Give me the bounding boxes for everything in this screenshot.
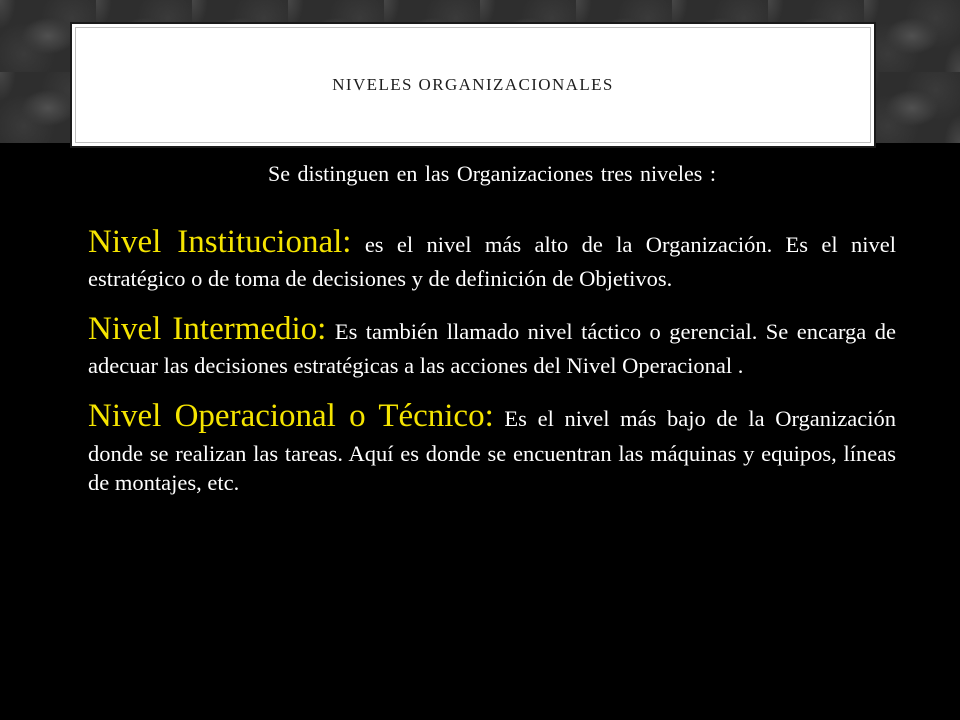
level-institucional <box>88 221 896 294</box>
intro-text: Se distinguen en las Organizaciones tres niveles : <box>268 161 716 186</box>
level-description: es el nivel más alto de la Organización. Es el nivel estratégico o de toma de decisiones y de definición de Objetivos. <box>88 231 897 292</box>
level-term: Nivel Institucional: <box>88 223 352 260</box>
level-term: Nivel Intermedio: <box>88 310 327 347</box>
slide-title: NIVELES ORGANIZACIONALES <box>332 75 614 94</box>
level-term: Nivel Operacional o Técnico: <box>88 398 494 435</box>
slide-content <box>88 160 896 512</box>
title-box <box>70 22 876 148</box>
level-description: Es también llamado nivel táctico o gerencial. Se encarga de adecuar las decisiones estratégicas a las acciones del Nivel Operacional . <box>88 318 896 379</box>
level-operacional <box>88 395 896 498</box>
level-description: Es el nivel más bajo de la Organización donde se realizan las tareas. Aquí es donde se encuentran las máquinas y equipos, líneas de montajes, etc. <box>88 406 897 496</box>
level-intermedio <box>88 308 896 381</box>
